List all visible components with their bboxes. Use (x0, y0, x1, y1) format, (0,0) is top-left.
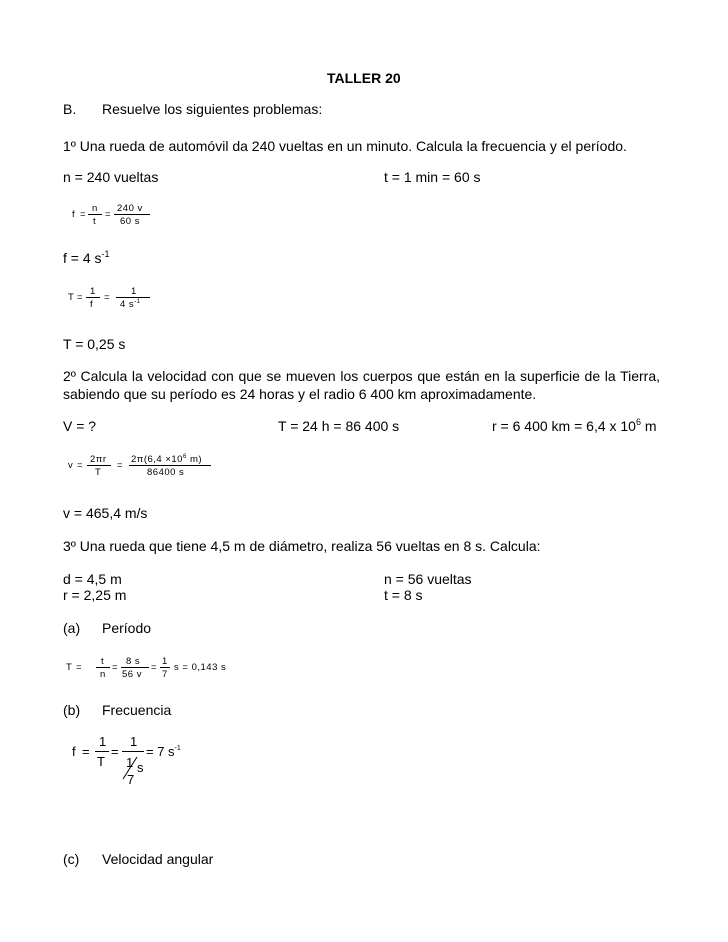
eq-numerator: 8 s (126, 656, 141, 667)
eq-denominator: 86400 s (147, 467, 185, 478)
fraction-bar (160, 667, 170, 668)
eq-denominator: 56 v (122, 669, 142, 680)
p1-given-n: n = 240 vueltas (63, 169, 159, 185)
p3-given-r: r = 2,25 m (63, 587, 127, 603)
eq-sign: = (151, 662, 158, 673)
eq-denominator: f (90, 299, 94, 310)
fraction-bar (96, 667, 110, 668)
eq-lhs: f (72, 744, 76, 759)
eq-denominator: n (100, 669, 106, 680)
eq-inner-numerator: 1 (126, 755, 134, 770)
fraction-bar (95, 751, 109, 752)
eq-result: = 7 $s^{-1}$ (146, 744, 181, 759)
eq-lhs: v (68, 460, 74, 471)
eq-numerator: 240 v (117, 203, 143, 214)
p2-given-r: r = 6 400 km = 6,4 x $10^6$ m (492, 417, 657, 434)
eq-sign: = (82, 744, 90, 759)
p1-given-t: t = 1 min = 60 s (384, 169, 481, 185)
fraction-bar (86, 297, 100, 298)
eq-sign: = (104, 292, 111, 303)
eq-numerator: $2\pi(6,4 \times 10^6$ m) (131, 454, 203, 465)
eq-denominator: T (97, 754, 105, 769)
eq-numerator: 1 (162, 656, 168, 667)
eq-sign: = (76, 662, 83, 673)
p2-result-velocity: v = 465,4 m/s (63, 505, 148, 521)
eq-denominator: 4 $s^{-1}$ (120, 299, 141, 310)
p1-result-frequency: f = 4 $s^{-1}$ (63, 249, 110, 266)
eq-lhs: T (66, 662, 73, 673)
part-b-letter: (b) (63, 702, 81, 718)
p3-given-d: d = 4,5 m (63, 571, 122, 587)
problem-2-statement: 2º Calcula la velocidad con que se mueven los cuerpos que están en la superficie de la Tierra, sabiendo que su período es 24 horas y el radio 6 400 km aproximadamente. (63, 368, 660, 402)
eq-denominator: 60 s (120, 216, 140, 227)
p2-given-v: V = ? (63, 418, 97, 434)
eq-sign: = (117, 460, 124, 471)
eq-sign: = (112, 662, 119, 673)
eq-numerator: 2πr (90, 454, 107, 465)
eq-numerator: n (92, 203, 98, 214)
p3-given-n: n = 56 vueltas (384, 571, 472, 587)
fraction-bar (87, 465, 111, 466)
eq-inner-denominator: 7 (127, 772, 135, 787)
p2-given-T: T = 24 h = 86 400 s (278, 418, 400, 434)
fraction-bar (88, 214, 102, 215)
part-a-label: Período (102, 620, 152, 636)
eq-numerator: 1 (99, 734, 107, 749)
part-a-letter: (a) (63, 620, 81, 636)
part-c-label: Velocidad angular (102, 851, 214, 867)
eq-unit: s (137, 760, 144, 775)
p1-result-period: T = 0,25 s (63, 336, 126, 352)
eq-numerator: 1 (131, 286, 137, 297)
eq-denominator: T (95, 467, 102, 478)
eq-lhs: T (68, 292, 75, 303)
eq-sign: = (111, 744, 119, 759)
part-c-letter: (c) (63, 851, 80, 867)
problem-1-statement: 1º Una rueda de automóvil da 240 vueltas en un minuto. Calcula la frecuencia y el período. (63, 138, 627, 154)
p3-given-t: t = 8 s (384, 587, 423, 603)
eq-denominator: t (93, 216, 97, 227)
eq-numerator: 1 (90, 286, 96, 297)
page-title: TALLER 20 (327, 70, 401, 86)
eq-lhs: f (72, 209, 76, 220)
problem-3-statement: 3º Una rueda que tiene 4,5 m de diámetro, realiza 56 vueltas en 8 s. Calcula: (63, 538, 541, 554)
eq-numerator: 1 (130, 734, 138, 749)
fraction-bar (114, 214, 150, 215)
section-heading: Resuelve los siguientes problemas: (102, 101, 323, 117)
fraction-bar (122, 751, 144, 752)
eq-denominator: 7 (162, 669, 168, 680)
eq-sign: = (77, 460, 84, 471)
section-letter: B. (63, 101, 77, 117)
eq-sign: = (105, 209, 112, 220)
eq-tail: s = 0,143 s (174, 662, 227, 673)
eq-sign: = (77, 292, 84, 303)
eq-numerator: t (101, 656, 105, 667)
fraction-bar (121, 667, 149, 668)
fraction-bar (116, 297, 150, 298)
eq-sign: = (80, 209, 87, 220)
part-b-label: Frecuencia (102, 702, 172, 718)
fraction-bar (129, 465, 211, 466)
